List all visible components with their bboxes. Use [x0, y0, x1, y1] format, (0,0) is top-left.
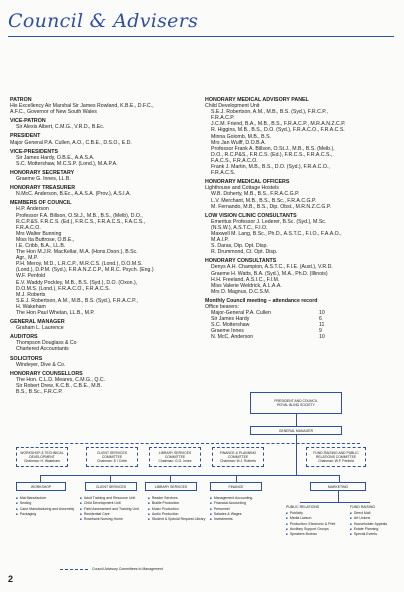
section-heading: HONORARY TREASURER: [10, 185, 76, 192]
line: E.V. Waddy Pockley, M.B., B.S. (Syd.), D.O. (Oxon.),: [16, 279, 138, 286]
list-item: ■ Speakers Bureau: [286, 532, 335, 537]
line: R. Drummond, Ct. Opt. Disp.: [211, 249, 278, 256]
section-heading: PRESIDENT: [10, 133, 41, 140]
department-box-library-services: [145, 482, 197, 491]
attendance-count: 10: [319, 334, 325, 341]
committee-name: FUND RAISING AND PUBLIC RELATIONS COMMITTEE: [313, 451, 359, 459]
list-item: ■ Salaries & Wages: [210, 512, 252, 517]
line: H.H. Freeland, A.S.I.C., F.I.M.: [211, 276, 280, 283]
line: L.V. Merchant, M.B., B.S., B.Sc., F.R.A.C.G.P.: [211, 197, 317, 204]
list-item: ■ Child Development Unit: [80, 501, 139, 506]
line: W.F. Penfold: [16, 273, 46, 280]
section-heading: HONORARY MEDICAL ADVISORY PANEL: [205, 97, 309, 103]
general-manager-box: [250, 426, 342, 435]
line: F.A.C.S., F.R.A.C.O.: [211, 157, 258, 164]
department-name: LIBRARY SERVICES: [154, 484, 188, 489]
page-title: Council & Advisers: [8, 10, 199, 32]
committee-name: CLIENT SERVICES COMMITTEE: [96, 451, 128, 459]
line: The Hon. C.L.D. Meares, C.M.G., Q.C.: [16, 376, 106, 383]
department-box-finance: [210, 482, 262, 491]
section-heading: VICE-PATRON: [10, 118, 46, 125]
line: Miss Valerie Weldrick, A.L.A.A.: [211, 282, 282, 289]
workshop-list: [16, 496, 74, 517]
committee-box: [149, 447, 201, 467]
legend-dashed-line: [60, 569, 88, 570]
line: Windeyer, Dive & Co.: [16, 361, 66, 368]
attendance-count: 10: [319, 310, 325, 317]
line: J.C.M. Friend, B.A., M.B., B.S., F.R.A.C.P., M.R.A.N.Z.C.P.: [211, 121, 346, 128]
line: Graham L. Laurence: [16, 325, 64, 332]
list-item: ■ Estate Planning: [350, 527, 387, 532]
line: I.E. Cribb, B.A., LL.B.: [16, 242, 66, 249]
line: W.B. Doherty, M.B., B.S., F.R.A.C.G.P.: [211, 191, 300, 198]
section-heading: MEMBERS OF COUNCIL: [10, 200, 72, 207]
department-box-client-services: [85, 482, 137, 491]
section-subheading: Lighthouse and Cottage Hostels: [205, 185, 279, 192]
line: (Lond.), D.P.M. (Syd.), F.R.A.N.Z.C.P., M.R.C. Psych. (Eng.): [16, 267, 154, 274]
line: Frank J. Martin, M.B., B.S., D.O. (Syd.), F.R.A.C.O.,: [211, 164, 330, 171]
connector: [296, 414, 297, 426]
section-heading: SOLICITORS: [10, 355, 43, 362]
page-number: 2: [8, 574, 14, 584]
line: H. Wakeham: [16, 303, 46, 310]
line: Minna Golomb, M.B., B.S.: [211, 133, 271, 140]
line: The Hon Paul Whelan, LL.B., M.P.: [16, 310, 95, 316]
box-label: ROYAL BLIND SOCIETY: [277, 403, 315, 407]
committee-chair: Chairman: E I Cribb: [97, 459, 127, 463]
line: Mrs D. Magnus, D.C.S.M.: [211, 288, 271, 295]
attendance-count: 11: [319, 322, 325, 329]
list-item: ■ Music Production: [148, 507, 205, 512]
attendance-count: 6: [319, 316, 322, 323]
committee-name: WORKSHOP & TECHNICAL DEVELOPMENT: [20, 451, 64, 459]
line: Chartered Accountants: [16, 346, 69, 353]
line: R. Higgins, M.B., B.S., D.O. (Syd.), F.R.A.C.O., F.R.A.C.S.: [211, 127, 345, 134]
line: F.R.A.C.S.: [211, 170, 236, 177]
department-name: FINANCE: [228, 484, 244, 489]
list-item: ■ Art Unions: [350, 516, 387, 521]
list-item: ■ Residential Care: [80, 512, 139, 517]
line: Agr., M.P.: [16, 255, 39, 262]
list-item: ■ Sewing: [16, 501, 74, 506]
connector: [300, 502, 370, 503]
section-heading: PATRON: [10, 97, 32, 103]
department-box-marketing: [310, 482, 366, 491]
line: M.A.I.P.: [211, 237, 229, 244]
attendee-name: Major-General P.A. Cullen: [211, 310, 271, 317]
department-name: CLIENT SERVICES: [95, 484, 127, 489]
line: Sir Alexis Albert, C.M.G., V.R.D., B.Ec.: [16, 124, 105, 131]
committee-chair: Chairman: W.F. Penfold: [318, 459, 354, 463]
line: Miss Ita Buttrose, O.B.E.,: [16, 236, 75, 243]
committee-chair: Chairman: M.J. Roberts: [220, 459, 256, 463]
committee-chair: Chairman: G.G. Innes: [158, 459, 192, 463]
line: Professor Frank A. Billson, O.St.J., M.B., B.S. (Melb.),: [211, 145, 335, 152]
section-subheading: Office bearers:: [205, 304, 239, 310]
line: B.S., B.Sc., F.R.C.P.: [16, 389, 63, 396]
fund-raising-list: [350, 511, 387, 537]
department-box-workshop: [16, 482, 66, 491]
line: F.R.A.C.P.: [211, 115, 235, 122]
list-item: ■ Management Accounting: [210, 496, 252, 501]
line: Maxwell M. Lang, B.Sc., Ph.D., A.S.T.C., F.I.O., F.A.A.O.,: [211, 230, 342, 237]
line: Mrs Walter Bunning: [16, 230, 62, 237]
box-label: GENERAL MANAGER: [278, 428, 314, 433]
attendee-name: Graeme Innes: [211, 328, 244, 335]
list-item: ■ Personnel: [210, 507, 252, 512]
connector: [296, 435, 297, 475]
line: A.F.C., Governor of New South Wales: [10, 109, 97, 116]
line: Denys A.H. Champion, A.S.T.C., F.I.E. (Aust.), V.R.D.: [211, 264, 333, 271]
list-item: ■ Householder Appeals: [350, 522, 387, 527]
section-heading: AUDITORS: [10, 334, 38, 341]
president-council-box: [250, 392, 342, 414]
section-heading: LOW VISION CLINIC CONSULTANTS: [205, 212, 297, 219]
line: (N.S.W.), A.S.T.C., F.I.O.: [211, 224, 268, 231]
list-item: ■ Auxiliary Support Groups: [286, 527, 335, 532]
section-heading: HONORARY MEDICAL OFFICERS: [205, 179, 290, 186]
list-item: ■ Media Liaison: [286, 516, 335, 521]
line: F.R.A.C.O.: [16, 224, 41, 231]
line: Major General P.A. Cullen, A.O., C.B.E., D.S.O., E.D.: [10, 139, 132, 146]
line: S. Daras, Dip. Opt. Disp.: [211, 243, 268, 250]
library-services-list: [148, 496, 205, 522]
line: The Hon M.J.R. MacKellar, M.A. (Hons.Oxon.), B.Sc.: [16, 249, 138, 256]
line: Professor F.A. Billson, O.St.J., M.B., B.S., (Melb), D.O.,: [16, 212, 143, 219]
line: Mrs Jan Wulff, D.O.B.A.: [211, 139, 266, 146]
list-item: ■ Financial Accounting: [210, 501, 252, 506]
line: D.O., R.C.P&S., F.R.C.S. (Ed.), F.R.C.S., F.R.A.C.S.,: [211, 151, 333, 158]
section-heading: HONORARY SECRETARY: [10, 169, 75, 176]
line: S.E.J. Robertson, A.M., M.B., B.S. (Syd.), F.R.A.C.P.,: [16, 297, 138, 304]
connector: [339, 475, 340, 482]
list-item: ■ Direct Mail: [350, 511, 387, 516]
connector: [40, 475, 41, 482]
line: Thompson Douglass & Co: [16, 340, 77, 347]
committee-chair: Chairman: H. Wakeham: [23, 459, 61, 463]
committee-box: [212, 447, 264, 467]
line: D.O.M.S. (Lond.), F.R.A.C.O., F.R.A.C.S.: [16, 285, 110, 292]
box-label: PRESIDENT AND COUNCIL: [274, 399, 318, 403]
attendee-name: Sir James Hardy: [211, 316, 250, 323]
line: Emeritus Professor J. Lederer, B.Sc. (Syd.), M.Sc.: [211, 218, 327, 225]
list-item: ■ Production: Electronic & Print: [286, 522, 335, 527]
list-item: ■ Publicity: [286, 511, 335, 516]
section-heading: GENERAL MANAGER: [10, 319, 65, 326]
list-item: ■ Investments: [210, 517, 252, 522]
committee-connector: [40, 443, 360, 444]
line: R.C.P.&S. F.R.C.S. (Ed.), F.R.C.S., F.R.A.C.S., F.A.C.S.,: [16, 218, 146, 225]
attendee-name: N. McC. Anderson: [211, 334, 254, 341]
list-item: ■ Packaging: [16, 512, 74, 517]
committee-box: [86, 447, 138, 467]
connector: [338, 491, 339, 502]
line: Graeme H. Watts, B.A. (Syd.), M.A., Ph.D. (Illinois): [211, 270, 328, 277]
connector: [110, 475, 111, 482]
section-heading: VICE-PRESIDENTS: [10, 148, 58, 155]
line: His Excellency Air Marshal Sir James Rowland, K.B.E., D.F.C.,: [10, 103, 154, 110]
connector: [236, 475, 237, 482]
list-item: ■ Rosebank Nursing Home: [80, 517, 139, 522]
section-subheading: Child Development Unit: [205, 103, 260, 110]
department-name: MARKETING: [327, 484, 349, 489]
list-item: ■ Mat Manufacture: [16, 496, 74, 501]
list-item: ■ Student & Special Request Library: [148, 517, 205, 522]
attendance-count: 9: [319, 328, 322, 335]
department-name: WORKSHOP: [30, 484, 52, 489]
line: N.McC. Anderson, B.Ec., A.A.S.A. (Prov.), A.S.I.A.: [16, 191, 131, 198]
finance-list: [210, 496, 252, 522]
committee-box: [306, 447, 366, 467]
list-item: ■ Special Events: [350, 532, 387, 537]
section-heading: HONORARY COUNSELLORS: [10, 370, 83, 377]
public-relations-heading: PUBLIC RELATIONS: [286, 505, 320, 509]
list-item: ■ Reader Services: [148, 496, 205, 501]
section-heading: Monthly Council meeting – attendance record: [205, 297, 318, 304]
line: P.H. Meroy, M.D., L.R.C.P., M.R.C.S. (Lond.), D.O.M.S.: [16, 261, 143, 268]
list-item: ■ Cane Manufacturing and Assembly: [16, 507, 74, 512]
line: Sir James Hardy, O.B.E., A.A.S.A.: [16, 154, 95, 161]
line: Sir Robert Drew, K.C.B., C.B.E., M.B.: [16, 382, 102, 389]
line: M. Fernando, M.B., B.S., Dip. Obst., M.R.N.Z.C.G.P.: [211, 203, 332, 210]
legend-text: Council Advisory Committees to Management: [92, 567, 163, 571]
line: M.J. Roberts: [16, 291, 46, 298]
connector: [170, 475, 171, 482]
attendee-name: S.C. Mottershaw: [211, 322, 250, 329]
committee-name: LIBRARY SERVICES COMMITTEE: [158, 451, 192, 459]
section-heading: HONORARY CONSULTANTS: [205, 258, 277, 265]
public-relations-list: [286, 511, 335, 537]
list-item: ■ Adult Training and Resource Unit: [80, 496, 139, 501]
list-item: ■ Field Assessment and Training Unit: [80, 507, 139, 512]
committee-name: FINANCE & PLANNING COMMITTEE: [219, 451, 257, 459]
department-connector: [40, 475, 340, 476]
list-item: ■ Audio Production: [148, 512, 205, 517]
line: S.C. Mottershaw, M.C.S.P. (Lond.), M.A.P.A.: [16, 160, 118, 167]
line: S.E.J. Robertson, A.M., M.B., B.S. (Syd.), F.R.C.P.,: [211, 109, 328, 116]
list-item: ■ Braille Production: [148, 501, 205, 506]
fund-raising-heading: FUND RAISING: [350, 505, 376, 509]
client-services-list: [80, 496, 139, 522]
line: Graeme G. Innes, LL.B.: [16, 176, 71, 183]
line: H.P. Anderson: [16, 206, 49, 213]
committee-box: [16, 447, 68, 467]
